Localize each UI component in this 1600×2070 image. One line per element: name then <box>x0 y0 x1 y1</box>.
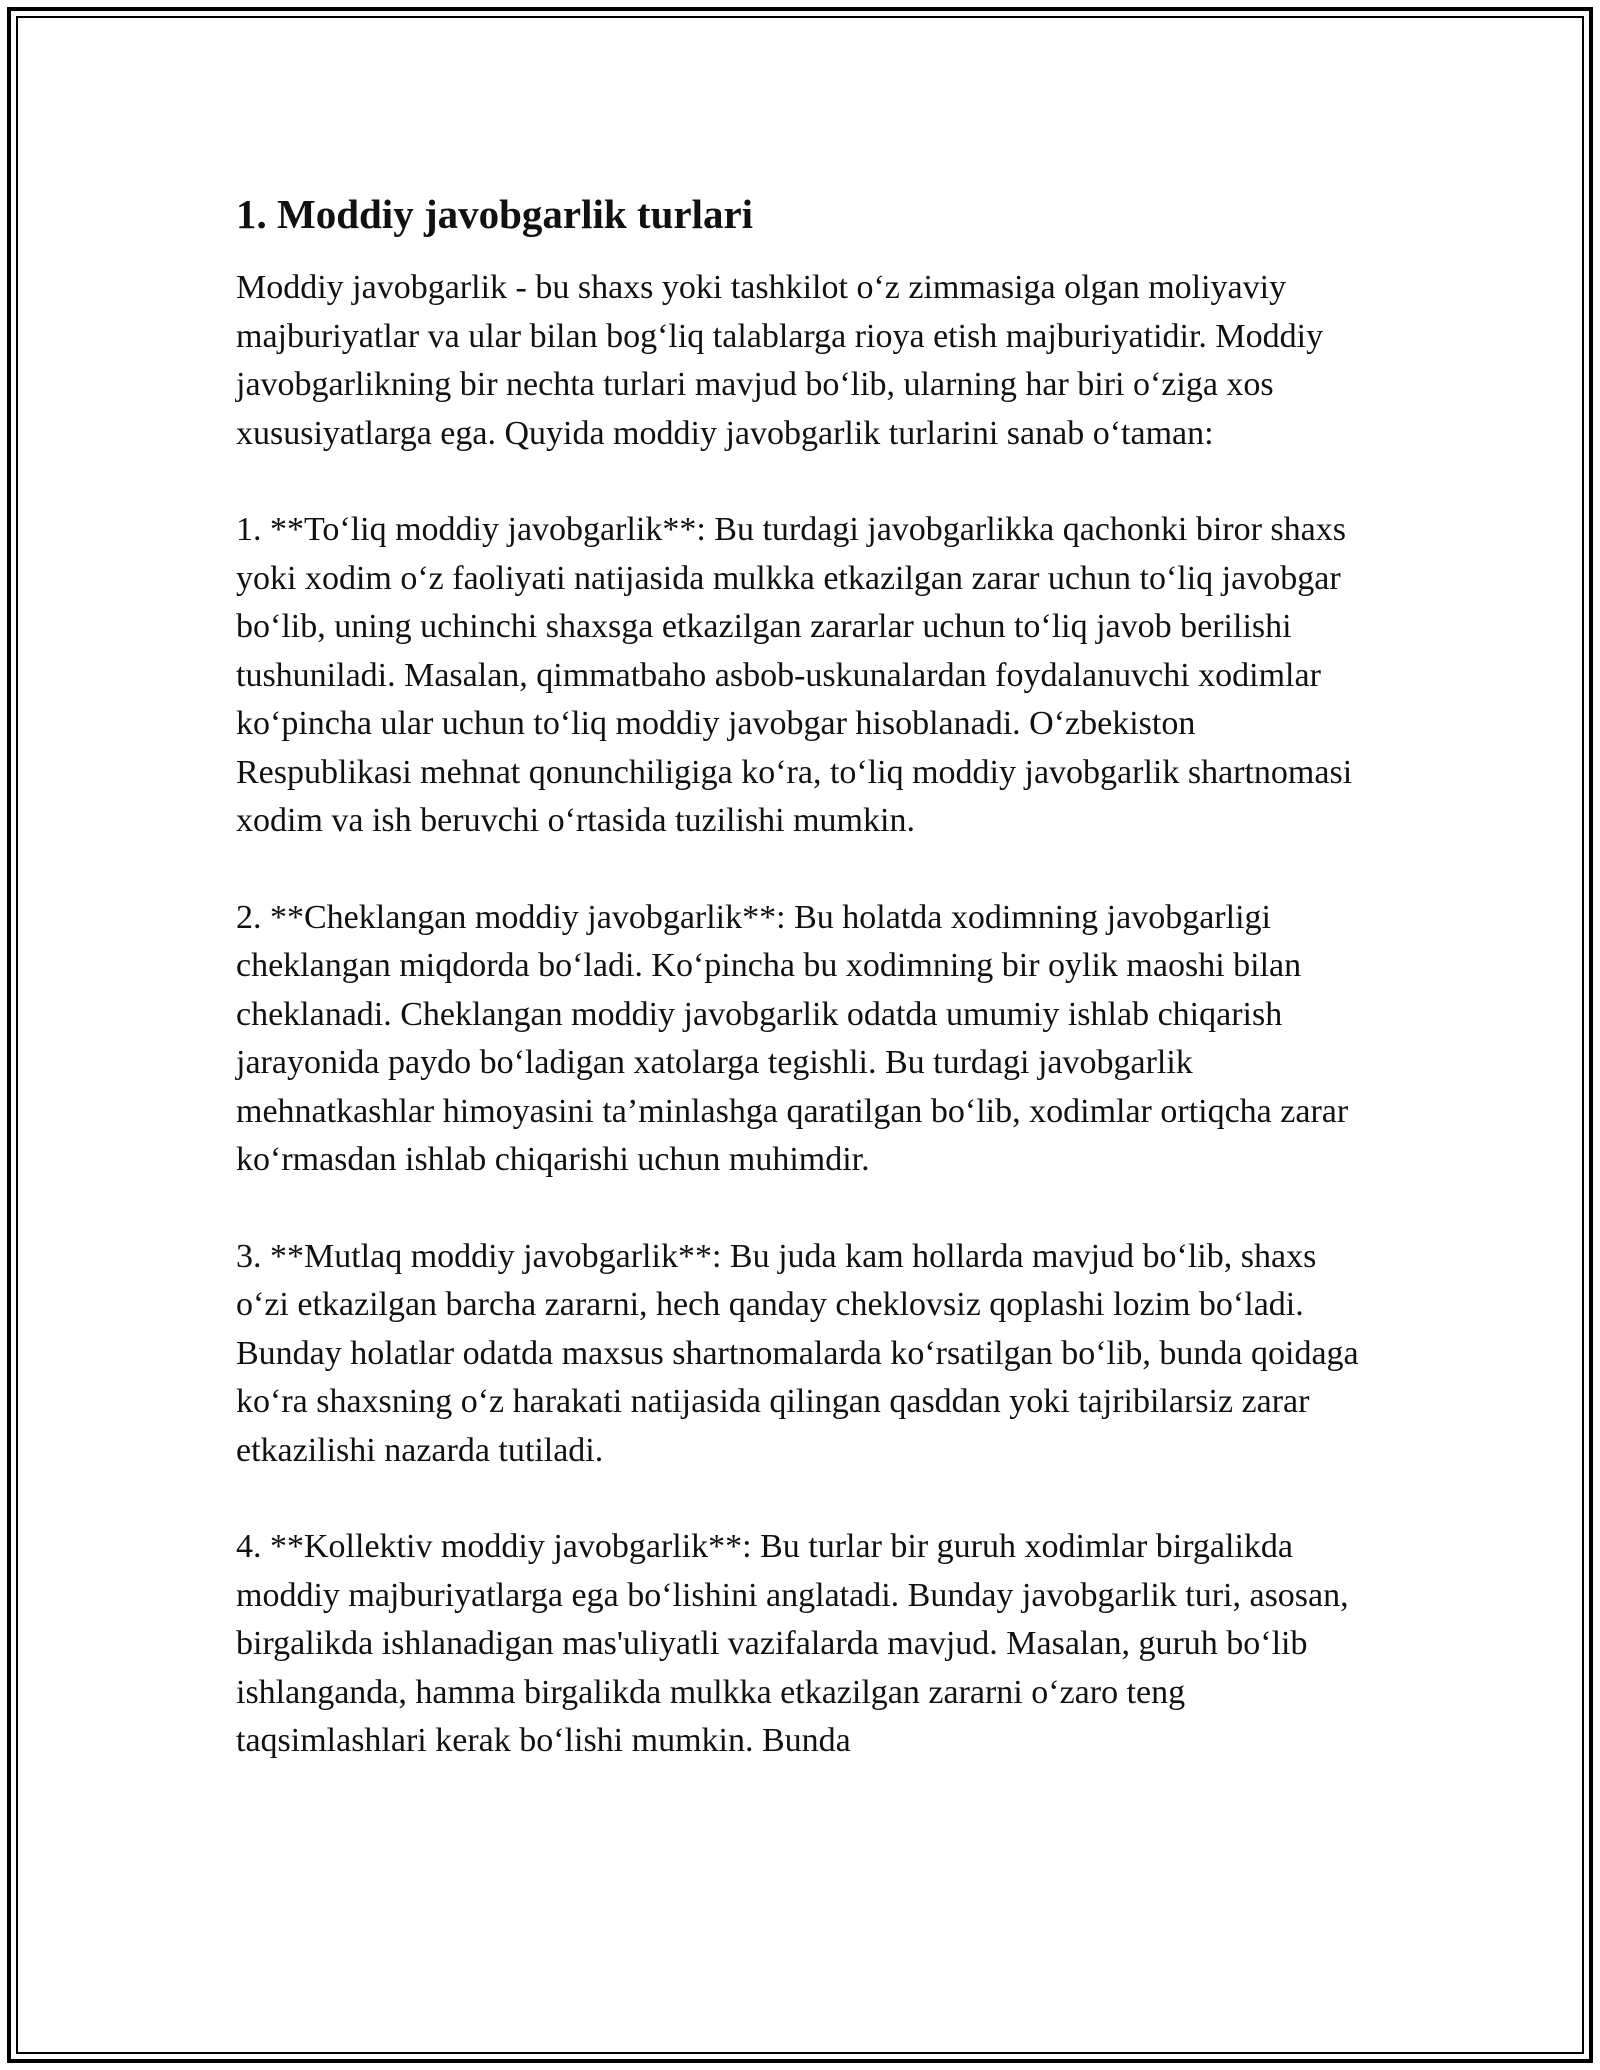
list-item-absolute-liability: 3. **Mutlaq moddiy javobgarlik**: Bu juda kam hollarda mavjud bo‘lib, shaxs o‘zi etkazilgan barcha zararni, hech qanday cheklovsiz qoplashi lozim bo‘ladi. Bunday holatlar odatda maxsus shartnomalarda ko‘rsatilgan bo‘lib, bunda qoidaga ko‘ra shaxsning o‘z harakati natijasida qilingan qasddan yoki tajribilarsiz zarar etkazilishi nazarda tutiladi. <box>236 1237 1359 1469</box>
list-item-full-liability: 1. **To‘liq moddiy javobgarlik**: Bu turdagi javobgarlikka qachonki biror shaxs yoki xodim o‘z faoliyati natijasida mulkka etkazilgan zarar uchun to‘liq javobgar bo‘lib, uning uchinchi shaxsga etkazilgan zararlar uchun to‘liq javob berilishi tushuniladi. Masalan, qimmatbaho asbob-uskunalardan foydalanuvchi xodimlar ko‘pincha ular uchun to‘liq moddiy javobgar hisoblanadi. O‘zbekiston Respublikasi mehnat qonunchiligiga ko‘ra, to‘liq moddiy javobgarlik shartnomasi xodim va ish beruvchi o‘rtasida tuzilishi mumkin. <box>236 511 1353 839</box>
list-item-limited-liability: 2. **Cheklangan moddiy javobgarlik**: Bu holatda xodimning javobgarligi cheklangan miqdorda bo‘ladi. Ko‘pincha bu xodimning bir oylik maoshi bilan cheklanadi. Cheklangan moddiy javobgarlik odatda umumiy ishlab chiqarish jarayonida paydo bo‘ladigan xatolarga tegishli. Bu turdagi javobgarlik mehnatkashlar himoyasini ta’minlashga qaratilgan bo‘lib, xodimlar ortiqcha zarar ko‘rmasdan ishlab chiqarishi uchun muhimdir. <box>236 898 1349 1178</box>
list-item-collective-liability: 4. **Kollektiv moddiy javobgarlik**: Bu turlar bir guruh xodimlar birgalikda moddiy majburiyatlarga ega bo‘lishini anglatadi. Bunday javobgarlik turi, asosan, birgalikda ishlanadigan mas'uliyatli vazifalarda mavjud. Masalan, guruh bo‘lib ishlanganda, hamma birgalikda mulkka etkazilgan zararni o‘zaro teng taqsimlashlari kerak bo‘lishi mumkin. Bunda <box>236 1528 1349 1759</box>
section-heading: 1. Moddiy javobgarlik turlari <box>236 191 754 237</box>
document-body <box>236 186 1366 1814</box>
intro-paragraph: Moddiy javobgarlik - bu shaxs yoki tashkilot o‘z zimmasiga olgan moliyaviy majburiyatlar va ular bilan bog‘liq talablarga rioya etish majburiyatidir. Moddiy javobgarlikning bir nechta turlari mavjud bo‘lib, ularning har biri o‘ziga xos xususiyatlarga ega. Quyida moddiy javobgarlik turlarini sanab o‘taman: <box>236 269 1324 452</box>
